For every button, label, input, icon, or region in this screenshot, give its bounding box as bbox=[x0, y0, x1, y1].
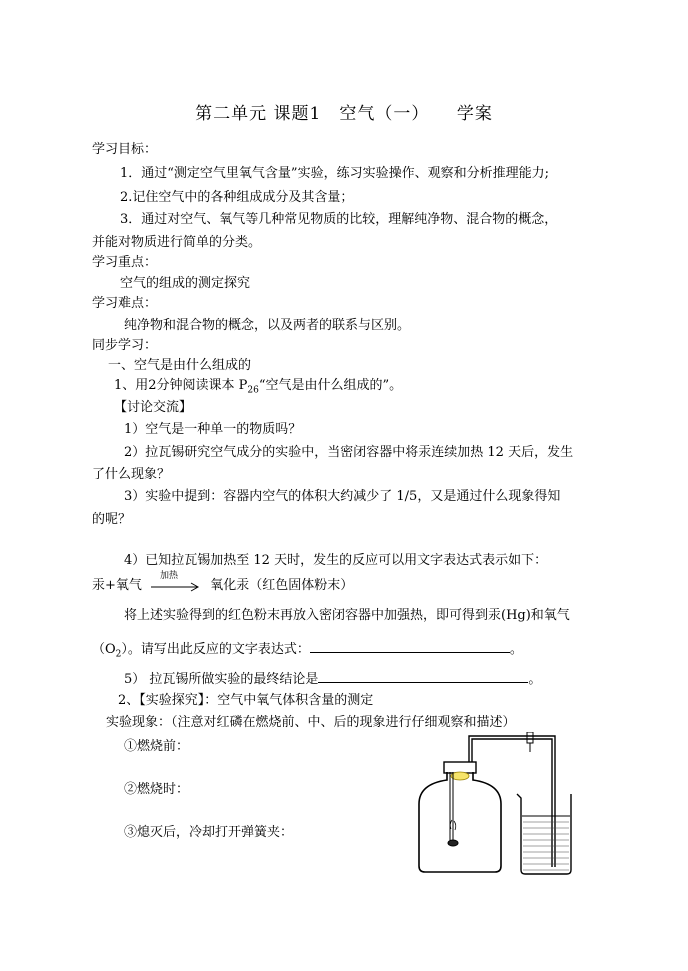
objectives-heading: 学习目标： bbox=[92, 142, 158, 157]
section-1-heading: 一、空气是由什么组成的 bbox=[108, 358, 252, 373]
flask-icon bbox=[419, 762, 501, 872]
equation-reactants: 汞+氧气 bbox=[92, 578, 142, 593]
objective-2: 2.记住空气中的各种组成成分及其含量； bbox=[120, 190, 354, 205]
reading-task-prefix: 1、用2分钟阅读课本 P bbox=[114, 378, 248, 393]
answer-blank-2[interactable] bbox=[318, 670, 528, 683]
question-3a: 3）实验中提到：容器内空气的体积大约减少了 1/5，又是通过什么现象得知 bbox=[124, 489, 561, 504]
paragraph-prefix: （O bbox=[92, 642, 116, 657]
answer-blank-1[interactable] bbox=[310, 640, 510, 653]
spring-clamp-icon bbox=[527, 732, 533, 752]
objective-3a: 3．通过对空气、氧气等几种常见物质的比较，理解纯净物、混合物的概念， bbox=[120, 212, 558, 227]
question-4: 4）已知拉瓦锡加热至 12 天时，发生的反应可以用文字表达式表示如下： bbox=[124, 553, 548, 568]
reaction-condition: 加热 bbox=[160, 570, 179, 581]
oxygen-subscript: 2 bbox=[115, 649, 122, 660]
period-2: 。 bbox=[528, 672, 542, 687]
page-title: 第二单元 课题1 空气（一） 学案 bbox=[195, 104, 493, 124]
section-2-heading: 2、【实验探究】：空气中氧气体积含量的测定 bbox=[118, 693, 374, 708]
difficult-points-heading: 学习难点： bbox=[92, 296, 158, 311]
question-2a: 2）拉瓦锡研究空气成分的实验中，当密闭容器中将汞连续加热 12 天后，发生 bbox=[124, 445, 574, 460]
phenomenon-instruction: 实验现象：（注意对红磷在燃烧前、中、后的现象进行仔细观察和描述） bbox=[106, 715, 516, 730]
observation-before: ①燃烧前： bbox=[124, 739, 190, 754]
question-5-text: 5） 拉瓦锡所做实验的最终结论是 bbox=[124, 672, 319, 687]
difficult-points-text: 纯净物和混合物的概念，以及两者的联系与区别。 bbox=[124, 318, 411, 333]
objective-3b: 并能对物质进行简单的分类。 bbox=[92, 235, 262, 250]
page-subscript: 26 bbox=[247, 385, 259, 396]
delivery-tube-icon bbox=[469, 736, 555, 867]
question-2b: 了什么现象？ bbox=[92, 467, 171, 482]
paragraph-line-1: 将上述实验得到的红色粉末再放入密闭容器中加强热，即可得到汞(Hg)和氧气 bbox=[124, 608, 570, 623]
question-3b: 的呢？ bbox=[92, 512, 132, 527]
equation-products: 氧化汞（红色固体粉末） bbox=[210, 578, 354, 593]
paragraph-suffix: ）。请写出此反应的文字表达式： bbox=[121, 642, 310, 657]
sync-heading: 同步学习： bbox=[92, 338, 158, 353]
word-equation bbox=[92, 570, 354, 594]
reading-task bbox=[114, 377, 402, 400]
key-points-text: 空气的组成的测定探究 bbox=[120, 276, 251, 291]
paragraph-line-2 bbox=[92, 640, 523, 664]
observation-during: ②燃烧时： bbox=[124, 782, 190, 797]
period-1: 。 bbox=[509, 642, 523, 657]
discussion-heading: 【讨论交流】 bbox=[114, 400, 193, 415]
reading-task-suffix: “空气是由什么组成的”。 bbox=[258, 378, 403, 393]
observation-after: ③熄灭后，冷却打开弹簧夹： bbox=[124, 825, 294, 840]
key-points-heading: 学习重点： bbox=[92, 255, 158, 270]
reaction-arrow bbox=[150, 570, 202, 593]
apparatus-diagram bbox=[405, 732, 575, 877]
question-5 bbox=[124, 670, 541, 688]
beaker-icon bbox=[517, 794, 571, 874]
objective-1: 1．通过“测定空气里氧气含量”实验，练习实验操作、观察和分析推理能力; bbox=[120, 166, 549, 181]
question-1: 1）空气是一种单一的物质吗？ bbox=[124, 422, 302, 437]
arrow-icon bbox=[150, 579, 202, 593]
